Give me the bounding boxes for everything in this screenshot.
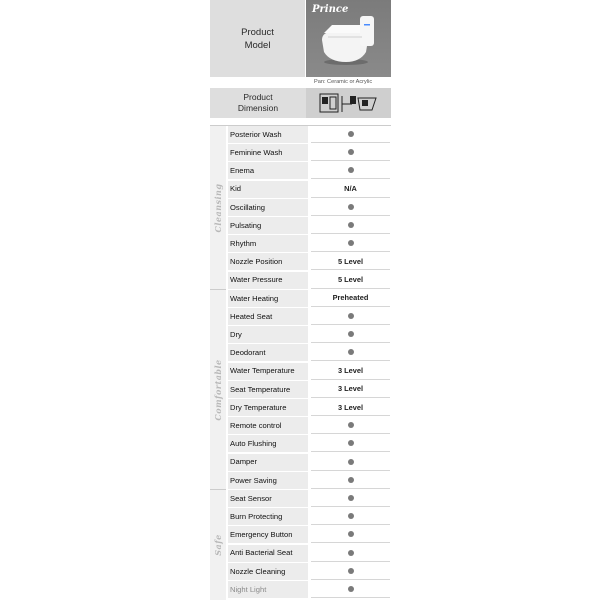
included-dot-icon — [348, 331, 354, 337]
table-row — [226, 253, 391, 271]
toilet-icon — [306, 0, 391, 77]
feature-value: 3 Level — [311, 363, 390, 380]
feature-name: Nozzle Cleaning — [228, 563, 308, 580]
included-dot-icon — [348, 495, 354, 501]
feature-name: Pulsating — [228, 217, 308, 234]
category-comfortable-label: Comfortable — [213, 358, 223, 421]
feature-value — [311, 526, 390, 543]
feature-value: 3 Level — [311, 381, 390, 398]
included-dot-icon — [348, 313, 354, 319]
included-dot-icon — [348, 222, 354, 228]
table-row — [226, 581, 391, 599]
feature-name: Dry Temperature — [228, 399, 308, 416]
product-model-label-line1: Product — [241, 26, 274, 38]
feature-value — [311, 417, 390, 434]
brand-logo: Prince — [312, 4, 349, 15]
spec-sheet — [210, 0, 391, 600]
table-row — [226, 454, 391, 472]
feature-value: 5 Level — [311, 253, 390, 270]
table-row — [226, 144, 391, 162]
table-row — [226, 435, 391, 453]
product-model-label — [210, 0, 306, 77]
table-row — [226, 417, 391, 435]
feature-name: Remote control — [228, 417, 308, 434]
dimension-diagram-icon — [306, 88, 391, 118]
product-dimension-label-line1: Product — [243, 92, 273, 102]
feature-name: Water Temperature — [228, 363, 308, 380]
feature-name: Heated Seat — [228, 308, 308, 325]
feature-name: Feminine Wash — [228, 144, 308, 161]
table-row — [226, 199, 391, 217]
feature-value: Preheated — [311, 290, 390, 307]
included-dot-icon — [348, 550, 354, 556]
dimension-diagram — [306, 88, 391, 118]
table-row — [226, 235, 391, 253]
feature-value — [311, 344, 390, 361]
feature-value — [311, 472, 390, 489]
table-row — [226, 344, 391, 362]
table-row — [226, 162, 391, 180]
feature-name: Dry — [228, 326, 308, 343]
feature-value — [311, 454, 390, 471]
feature-name: Rhythm — [228, 235, 308, 252]
included-dot-icon — [348, 513, 354, 519]
feature-name: Enema — [228, 162, 308, 179]
included-dot-icon — [348, 459, 354, 465]
feature-name: Seat Sensor — [228, 490, 308, 507]
table-row — [226, 181, 391, 199]
included-dot-icon — [348, 349, 354, 355]
feature-name: Water Pressure — [228, 272, 308, 289]
table-row — [226, 472, 391, 490]
feature-name: Power Saving — [228, 472, 308, 489]
table-row — [226, 490, 391, 508]
feature-value — [311, 235, 390, 252]
feature-value — [311, 217, 390, 234]
feature-value — [311, 581, 390, 598]
table-row — [226, 545, 391, 563]
table-row — [226, 217, 391, 235]
table-row — [226, 326, 391, 344]
feature-name: Posterior Wash — [228, 126, 308, 143]
feature-value — [311, 508, 390, 525]
included-dot-icon — [348, 240, 354, 246]
feature-value: 5 Level — [311, 272, 390, 289]
table-row — [226, 308, 391, 326]
feature-value — [311, 144, 390, 161]
product-dimension-label — [210, 88, 306, 118]
table-row — [226, 126, 391, 144]
table-row — [226, 272, 391, 290]
feature-value — [311, 490, 390, 507]
feature-value — [311, 435, 390, 452]
included-dot-icon — [348, 131, 354, 137]
feature-value: 3 Level — [311, 399, 390, 416]
feature-name: Night Light — [228, 581, 308, 598]
product-dimension-label-line2: Dimension — [237, 103, 279, 113]
table-row — [226, 563, 391, 581]
feature-value — [311, 162, 390, 179]
feature-name: Nozzle Position — [228, 253, 308, 270]
feature-name: Oscillating — [228, 199, 308, 216]
feature-value: N/A — [311, 181, 390, 198]
table-row — [226, 508, 391, 526]
feature-value — [311, 308, 390, 325]
feature-value — [311, 126, 390, 143]
feature-name: Kid — [228, 181, 308, 198]
included-dot-icon — [348, 167, 354, 173]
included-dot-icon — [348, 204, 354, 210]
included-dot-icon — [348, 531, 354, 537]
included-dot-icon — [348, 440, 354, 446]
included-dot-icon — [348, 568, 354, 574]
product-model-label-line2: Model — [244, 39, 271, 51]
table-row — [226, 526, 391, 544]
category-cleansing-label: Cleansing — [213, 183, 223, 232]
feature-name: Anti Bacterial Seat — [228, 545, 308, 562]
category-safe-label: Safe — [213, 534, 223, 556]
feature-name: Water Heating — [228, 290, 308, 307]
included-dot-icon — [348, 422, 354, 428]
included-dot-icon — [348, 149, 354, 155]
table-row — [226, 399, 391, 417]
category-comfortable — [210, 289, 226, 489]
feature-name: Emergency Button — [228, 526, 308, 543]
table-row — [226, 381, 391, 399]
table-row — [226, 363, 391, 381]
feature-value — [311, 545, 390, 562]
category-safe — [210, 489, 226, 600]
included-dot-icon — [348, 477, 354, 483]
material-note: Pan: Ceramic or Acrylic — [314, 79, 373, 85]
feature-name: Burn Protecting — [228, 508, 308, 525]
feature-name: Auto Flushing — [228, 435, 308, 452]
included-dot-icon — [348, 586, 354, 592]
feature-value — [311, 326, 390, 343]
feature-value — [311, 563, 390, 580]
table-row — [226, 290, 391, 308]
feature-value — [311, 199, 390, 216]
feature-name: Seat Temperature — [228, 381, 308, 398]
category-cleansing — [210, 125, 226, 289]
feature-name: Damper — [228, 454, 308, 471]
toilet-product-image — [306, 0, 391, 77]
feature-name: Deodorant — [228, 344, 308, 361]
